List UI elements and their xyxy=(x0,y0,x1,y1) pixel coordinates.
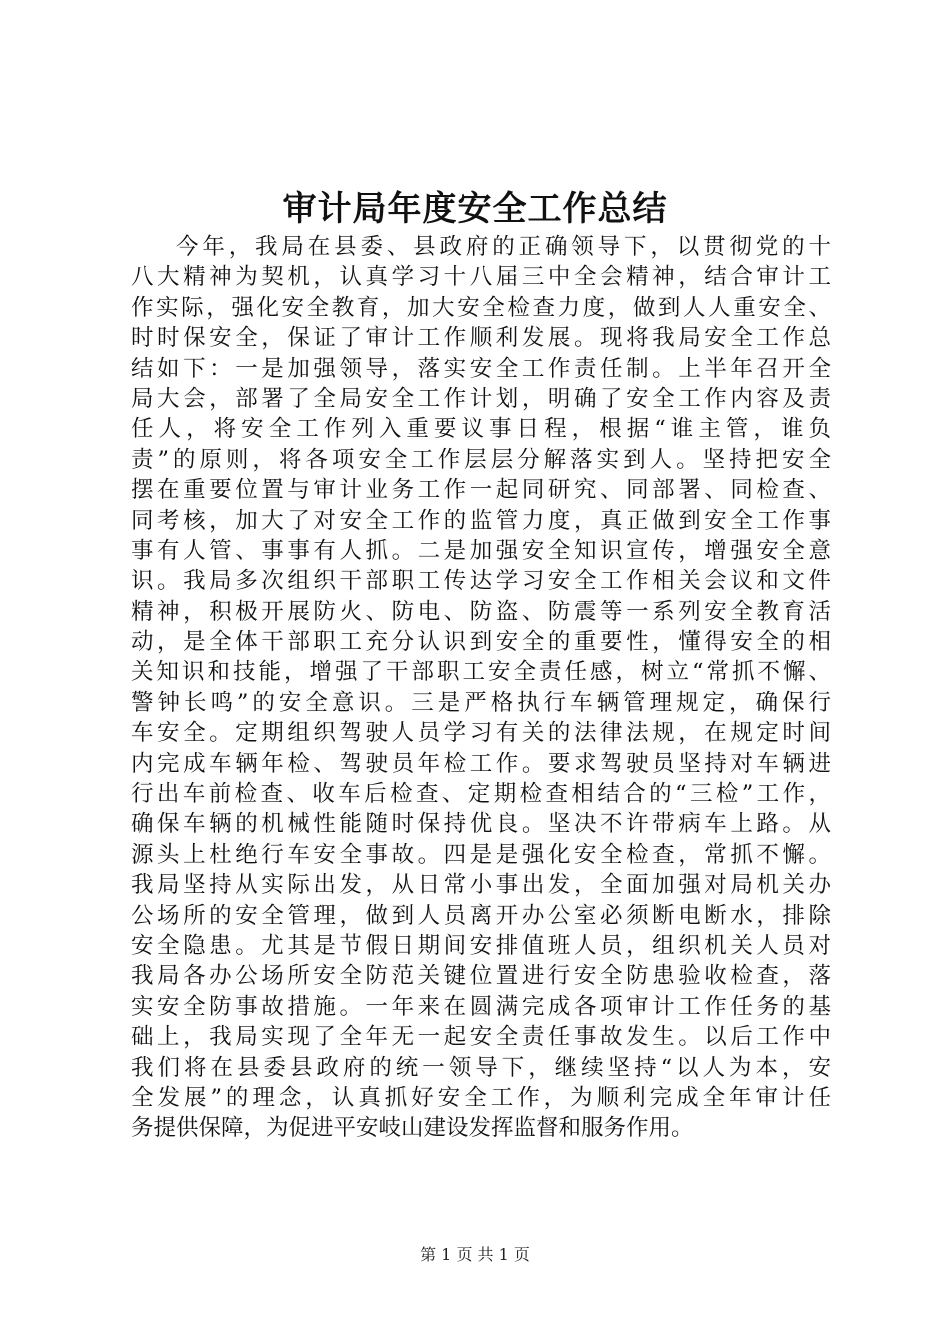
paragraph-line: 识。我局多次组织干部职工传达学习安全工作相关会议和文件 xyxy=(131,568,831,595)
paragraph-line: 关知识和技能，增强了干部职工安全责任感，树立“常抓不懈、 xyxy=(131,659,831,686)
document-body xyxy=(131,232,831,1144)
paragraph-line: 今年，我局在县委、县政府的正确领导下，以贯彻党的十 xyxy=(176,234,831,260)
paragraph-line: 作实际，强化安全教育，加大安全检查力度，做到人人重安全、 xyxy=(131,294,831,321)
paragraph-line: 动，是全体干部职工充分认识到安全的重要性，懂得安全的相 xyxy=(131,629,831,656)
paragraph-line: 精神，积极开展防火、防电、防盗、防震等一系列安全教育活 xyxy=(131,598,831,625)
paragraph-line: 事有人管、事事有人抓。二是加强安全知识宣传，增强安全意 xyxy=(131,537,831,564)
paragraph-line: 责”的原则，将各项安全工作层层分解落实到人。坚持把安全 xyxy=(131,446,831,473)
paragraph-line: 摆在重要位置与审计业务工作一起同研究、同部署、同检查、 xyxy=(131,477,831,504)
paragraph-line: 车安全。定期组织驾驶人员学习有关的法律法规，在规定时间 xyxy=(131,720,831,747)
paragraph-line: 安全隐患。尤其是节假日期间安排值班人员，组织机关人员对 xyxy=(131,932,831,959)
paragraph-line: 局大会，部署了全局安全工作计划，明确了安全工作内容及责 xyxy=(131,385,831,412)
paragraph-line: 础上，我局实现了全年无一起安全责任事故发生。以后工作中 xyxy=(131,1024,831,1051)
paragraph-line: 警钟长鸣”的安全意识。三是严格执行车辆管理规定，确保行 xyxy=(131,689,831,716)
paragraph-line: 我们将在县委县政府的统一领导下，继续坚持“以人为本，安 xyxy=(131,1054,831,1081)
paragraph-line: 全发展”的理念，认真抓好安全工作，为顺利完成全年审计任 xyxy=(131,1084,831,1111)
paragraph-line: 我局各办公场所安全防范关键位置进行安全防患验收检查，落 xyxy=(131,963,831,990)
paragraph-line: 内完成车辆年检、驾驶员年检工作。要求驾驶员坚持对车辆进 xyxy=(131,750,831,777)
paragraph-line: 结如下：一是加强领导，落实安全工作责任制。上半年召开全 xyxy=(131,355,831,382)
paragraph-line: 任人，将安全工作列入重要议事日程，根据“谁主管，谁负 xyxy=(131,416,831,443)
paragraph-line: 实安全防事故措施。一年来在圆满完成各项审计工作任务的基 xyxy=(131,993,831,1020)
page-number-footer: 第 1 页 共 1 页 xyxy=(420,1245,530,1264)
paragraph-line: 同考核，加大了对安全工作的监管力度，真正做到安全工作事 xyxy=(131,507,831,534)
paragraph-line: 行出车前检查、收车后检查、定期检查相结合的“三检”工作， xyxy=(131,781,831,808)
paragraph-line: 源头上杜绝行车安全事故。四是是强化安全检查，常抓不懈。 xyxy=(131,841,831,868)
paragraph-line: 八大精神为契机，认真学习十八届三中全会精神，结合审计工 xyxy=(131,264,831,291)
paragraph-line: 公场所的安全管理，做到人员离开办公室必须断电断水，排除 xyxy=(131,902,831,929)
document-title: 审计局年度安全工作总结 xyxy=(282,189,668,229)
paragraph-line: 我局坚持从实际出发，从日常小事出发，全面加强对局机关办 xyxy=(131,872,831,899)
paragraph-line: 时时保安全，保证了审计工作顺利发展。现将我局安全工作总 xyxy=(131,325,831,352)
paragraph-line: 务提供保障，为促进平安岐山建设发挥监督和服务作用。 xyxy=(131,1115,694,1142)
paragraph-line: 确保车辆的机械性能随时保持优良。坚决不许带病车上路。从 xyxy=(131,811,831,838)
